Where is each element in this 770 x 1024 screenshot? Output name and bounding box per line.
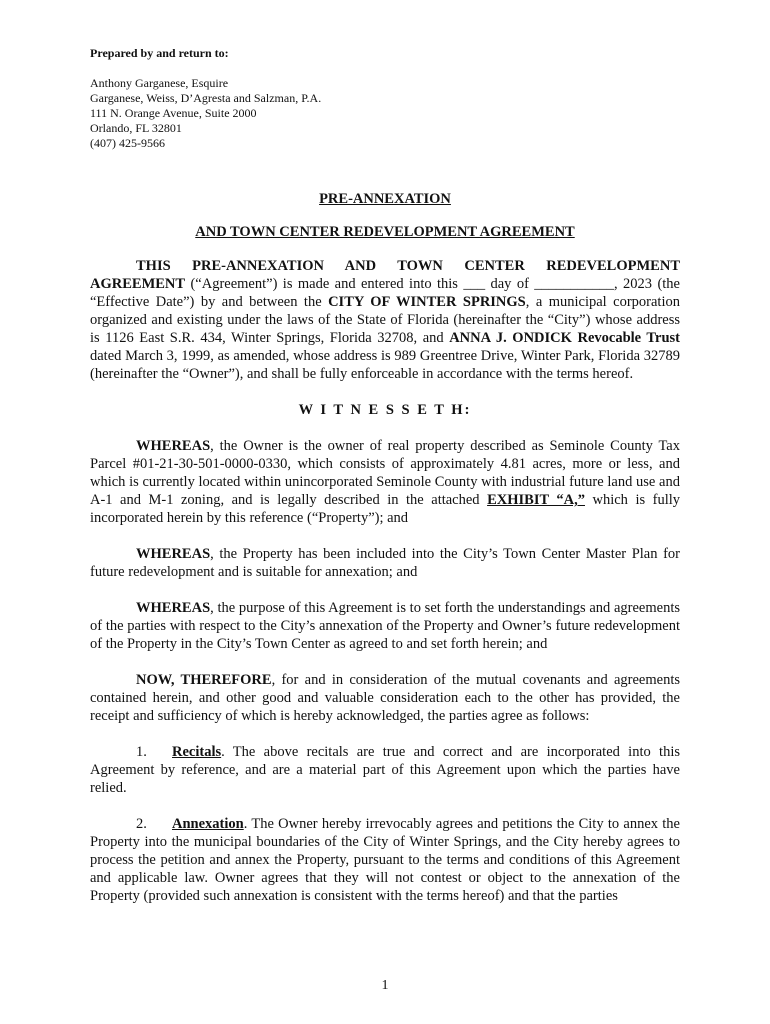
address-line: 111 N. Orange Avenue, Suite 2000 <box>90 106 257 120</box>
address-line: Orlando, FL 32801 <box>90 121 182 135</box>
city-name: CITY OF WINTER SPRINGS <box>328 294 526 310</box>
section-2-annexation: 2. Annexation. The Owner hereby irrevocably agrees and petitions the City to annex the Property into the municipal boundaries of the City of Winter Springs, and the City hereby agrees to process the petition and annex the Property, pursuant to the terms and conditions of this Agreement and applicable law. Owner agrees that they will not contest or object to the annexation of the Property (provided such annexation is consistent with the terms hereof) and that the parties <box>90 816 680 904</box>
document-page <box>90 46 680 905</box>
page-number: 1 <box>381 978 389 993</box>
whereas-paragraph-1: WHEREAS, the Owner is the owner of real property described as Seminole County Tax Parcel #01-21-30-501-0000-0330, which consists of approximately 4.81 acres, more or less, and which is currently located within unincorporated Seminole County with industrial future land use and A-1 and M-1 zoning, and is legally described in the attached EXHIBIT “A,” which is fully incorporated herein by this reference (“Property”); and <box>90 438 681 526</box>
whereas-paragraph-2: WHEREAS, the Property has been included into the City’s Town Center Master Plan for future redevelopment and is suitable for annexation; and <box>90 546 680 580</box>
address-line: Anthony Garganese, Esquire <box>90 76 229 90</box>
section-number: 2. <box>136 816 147 832</box>
section-1-recitals: 1. Recitals. The above recitals are true and correct and are incorporated into this Agreement by reference, and are a material part of this Agreement upon which the parties have relied. <box>90 744 680 796</box>
section-number: 1. <box>136 744 147 760</box>
exhibit-reference: EXHIBIT “A,” <box>487 492 585 508</box>
address-line: (407) 425-9566 <box>90 136 165 150</box>
document-subtitle: AND TOWN CENTER REDEVELOPMENT AGREEMENT <box>195 224 575 240</box>
prepared-by-label: Prepared by and return to: <box>90 46 229 60</box>
section-heading: Annexation <box>172 816 244 832</box>
now-therefore-paragraph: NOW, THEREFORE, for and in consideration of the mutual covenants and agreements contained herein, and other good and valuable consideration each to the other has provided, the receipt and sufficiency of which is hereby acknowledged, the parties agree as follows: <box>90 672 680 724</box>
address-line: Garganese, Weiss, D’Agresta and Salzman, P.A. <box>90 91 322 105</box>
intro-paragraph: THIS PRE-ANNEXATION AND TOWN CENTER REDEVELOPMENT AGREEMENT (“Agreement”) is made and entered into this ___ day of ___________, 2023 (the “Effective Date”) by and between the CITY OF WINTER SPRINGS, a municipal corporation organized and existing under the laws of the State of Florida (hereinafter the “City”) whose address is 1126 East S.R. 434, Winter Springs, Florida 32708, and ANNA J. ONDICK Revocable Trust dated March 3, 1999, as amended, whose address is 989 Greentree Drive, Winter Park, Florida 32789 (hereinafter the “Owner”), and shall be fully enforceable in accordance with the terms hereof. <box>90 258 680 382</box>
return-address-block <box>90 46 680 151</box>
agreement-name: THIS PRE-ANNEXATION AND TOWN CENTER REDEVELOPMENT AGREEMENT <box>90 258 680 292</box>
whereas-paragraph-3: WHEREAS, the purpose of this Agreement is to set forth the understandings and agreements of the parties with respect to the City’s annexation of the Property and Owner’s future redevelopment of the Property in the City’s Town Center as agreed to and set forth herein; and <box>90 600 680 652</box>
owner-name: ANNA J. ONDICK Revocable Trust <box>449 330 680 346</box>
witnesseth-heading: W I T N E S S E T H: <box>298 402 472 418</box>
document-title: PRE-ANNEXATION <box>319 191 451 207</box>
section-heading: Recitals <box>172 744 222 760</box>
